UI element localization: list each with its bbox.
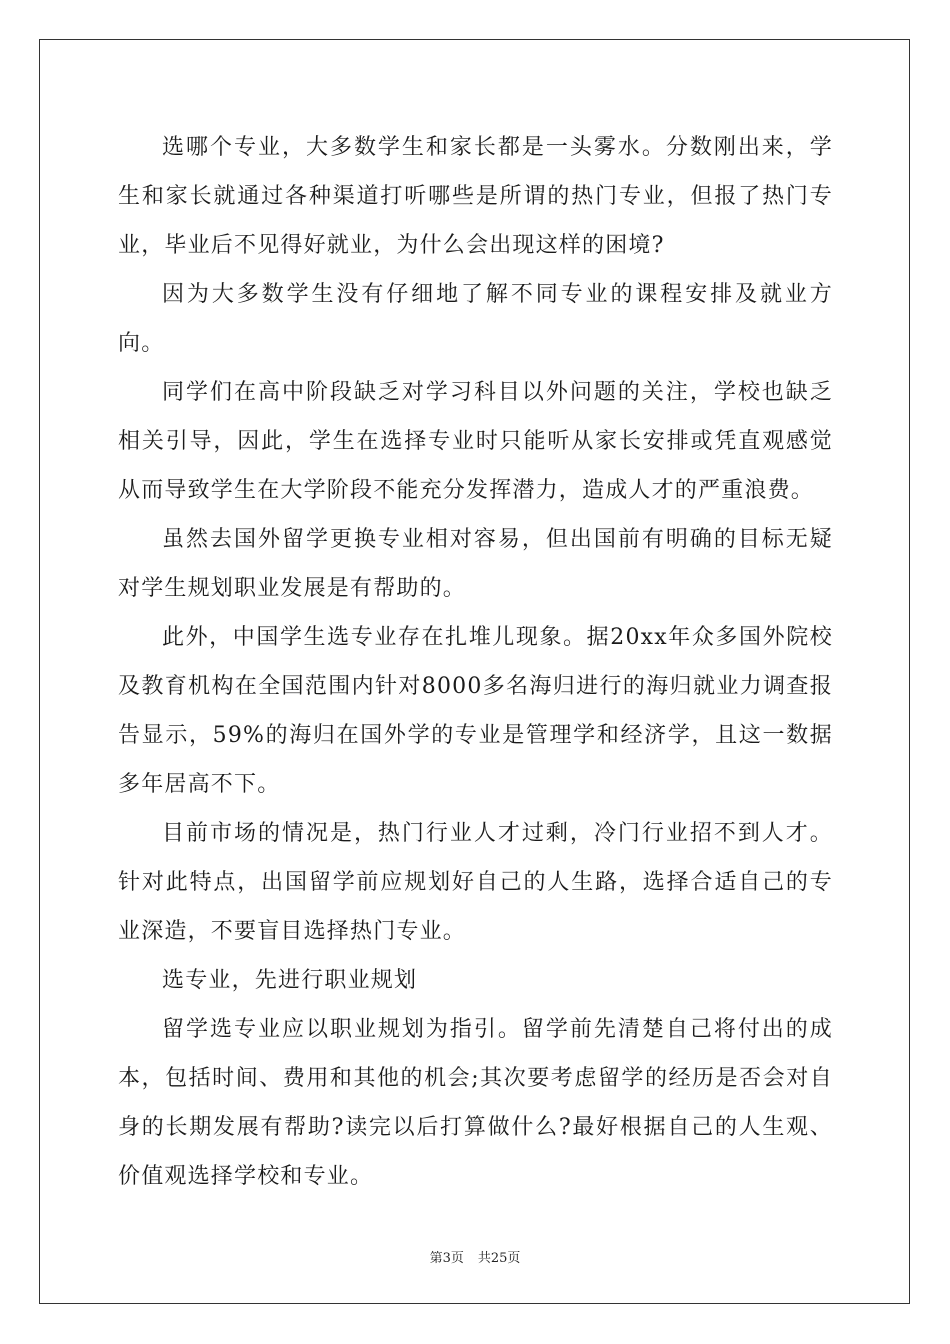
page-footer	[0, 1247, 950, 1266]
document-body	[118, 123, 833, 1201]
section-heading: 选专业，先进行职业规划	[162, 968, 418, 993]
paragraph-2: 因为大多数学生没有仔细地了解不同专业的课程安排及就业方向。	[118, 282, 833, 356]
page-number: 第3页	[429, 1251, 464, 1266]
paragraph-5: 此外，中国学生选专业存在扎堆儿现象。据20xx年众多国外院校及教育机构在全国范围内针对8000多名海归进行的海归就业力调查报告显示，59%的海归在国外学的专业是管理学和经济学，且这一数据多年居高不下。	[118, 625, 833, 797]
paragraph-7: 留学选专业应以职业规划为指引。留学前先清楚自己将付出的成本，包括时间、费用和其他的机会;其次要考虑留学的经历是否会对自身的长期发展有帮助?读完以后打算做什么?最好根据自己的人生观、价值观选择学校和专业。	[118, 1017, 833, 1189]
paragraph-1: 选哪个专业，大多数学生和家长都是一头雾水。分数刚出来，学生和家长就通过各种渠道打听哪些是所谓的热门专业，但报了热门专业，毕业后不见得好就业，为什么会出现这样的困境?	[118, 135, 833, 258]
paragraph-3: 同学们在高中阶段缺乏对学习科目以外问题的关注，学校也缺乏相关引导，因此，学生在选择专业时只能听从家长安排或凭直观感觉从而导致学生在大学阶段不能充分发挥潜力，造成人才的严重浪费。	[118, 380, 833, 503]
paragraph-6: 目前市场的情况是，热门行业人才过剩，冷门行业招不到人才。针对此特点，出国留学前应规划好自己的人生路，选择合适自己的专业深造，不要盲目选择热门专业。	[118, 821, 833, 944]
page-total: 共25页	[477, 1251, 521, 1266]
paragraph-4: 虽然去国外留学更换专业相对容易，但出国前有明确的目标无疑对学生规划职业发展是有帮助的。	[118, 527, 833, 601]
